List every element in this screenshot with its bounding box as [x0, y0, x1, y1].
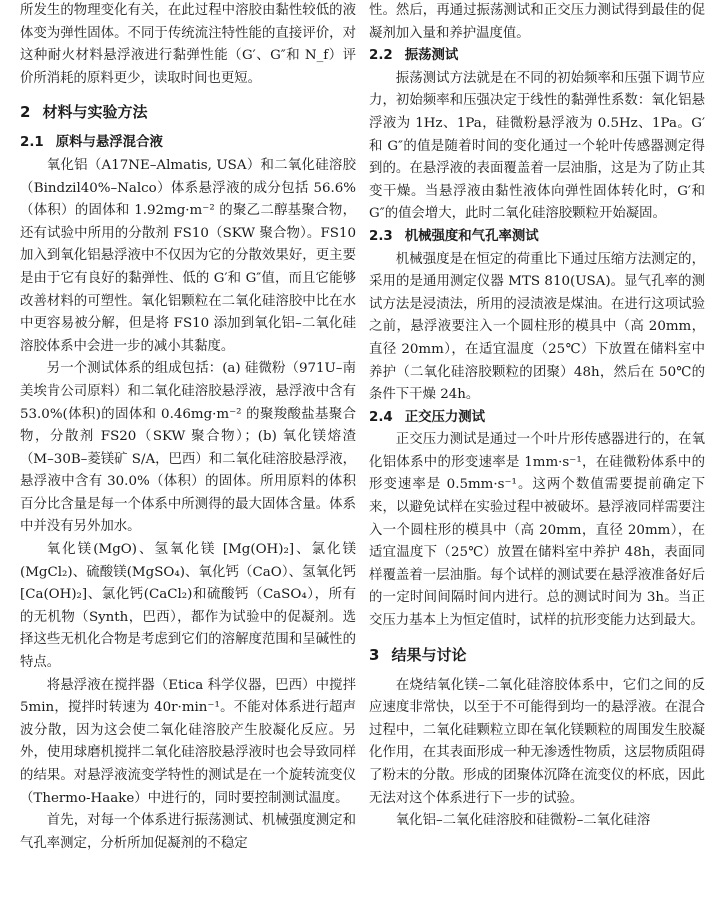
- paragraph-2-1-e: 首先，对每一个体系进行振荡测试、机械强度测定和气孔率测定，分析所加促凝剂的不稳定: [20, 813, 356, 851]
- paragraph-intro-continued: 所发生的物理变化有关，在此过程中溶胶由黏性较低的液体变为弹性固体。不同于传统流注特性能的直接评价，对这种耐火材料悬浮液进行黏弹性能（G′、G″和 N_f）评价所消耗的原料更少，读取时间也更短。: [20, 3, 356, 86]
- subsection-number: 2.3: [369, 228, 393, 244]
- subsection-2-4-heading: [369, 407, 705, 430]
- section-3-heading: [369, 645, 705, 665]
- subsection-2-3-heading: [369, 226, 705, 249]
- subsection-number: 2.4: [369, 409, 393, 425]
- subsection-title: 振荡测试: [404, 48, 459, 64]
- left-column: [20, 0, 356, 855]
- paragraph-2-2: 振荡测试方法就是在不同的初始频率和压强下调节应力，初始频率和压强决定于线性的黏弹性系数：氧化铝悬浮液为 1Hz、1Pa，硅微粉悬浮液为 0.5Hz、1Pa。G′和 G″的值是随着时间的变化通过一个轮叶传感器测定得到的。在悬浮液的表面覆盖着一层油脂，这是为了防止其变干燥。当悬浮液由黏性液体向弹性固体转化时，G′和 G″的值会增大，此时二氧化硅溶胶颗粒开始凝固。: [369, 70, 705, 222]
- paragraph-2-4: 正交压力测试是通过一个叶片形传感器进行的，在氧化铝体系中的形变速率是 1mm·s⁻¹，在硅微粉体系中的形变速率是 0.5mm·s⁻¹。这两个数值需要提前确定下来，以避免试样在实验过程中被破坏。悬浮液同样需要注入一个圆柱形的模具中（高 20mm，直径 20mm），在适宜温度下（25℃）放置在储料室中养护 48h，表面同样覆盖着一层油脂。每个试样的测试要在悬浮液准备好后的一定时间间隔时间内进行。总的测试时间为 3h。当正交压力基本上为恒定值时，试样的抗形变能力达到最大。: [369, 432, 705, 629]
- subsection-title: 正交压力测试: [404, 409, 486, 425]
- paragraph-2-1-c: 氧化镁(MgO)、氢氧化镁 [Mg(OH)₂]、氯化镁(MgCl₂)、硫酸镁(MgSO₄)、氧化钙（CaO）、氢氧化钙[Ca(OH)₂]、氯化钙(CaCl₂)和硫酸钙（CaSO₄），所有的无机物（Synth，巴西），都作为试验中的促凝剂。选择这些无机化合物是考虑到它们的溶解度范围和呈碱性的特点。: [20, 542, 356, 671]
- section-title: 材料与实验方法: [42, 103, 148, 122]
- subsection-title: 原料与悬浮混合液: [55, 135, 163, 151]
- section-title: 结果与讨论: [391, 645, 467, 664]
- paragraph-2-3: 机械强度是在恒定的荷重比下通过压缩方法测定的，采用的是通用测定仪器 MTS 810(USA)。显气孔率的测试方法是浸渍法，所用的浸渍液是煤油。在进行这项试验之前，悬浮液要注入一个圆柱形的模具中（高 20mm，直径 20mm），在适宜温度（25℃）下放置在储料室中养护（二氧化硅溶胶颗粒的团聚）48h，然后在 50℃的条件下干燥 24h。: [369, 251, 705, 403]
- section-2-heading: [20, 102, 356, 122]
- subsection-2-1-heading: [20, 132, 356, 155]
- paragraph-3-a: 在烧结氧化镁–二氧化硅溶胶体系中，它们之间的反应速度非常快，以至于不可能得到均一的悬浮液。在混合过程中，二氧化硅颗粒立即在氧化镁颗粒的周围发生胶凝化作用，在其表面形成一种无渗透性物质，这层物质阻碍了粉末的分散。形成的团聚体沉降在流变仪的杯底，因此无法对这个体系进行下一步的试验。: [369, 677, 705, 806]
- subsection-number: 2.1: [20, 135, 44, 151]
- paragraph-2-1-d: 将悬浮液在搅拌器（Etica 科学仪器，巴西）中搅拌 5min，搅拌时转速为 40r·min⁻¹。不能对体系进行超声波分散，因为这会使二氧化硅溶胶产生胶凝化反应。另外，使用球磨机搅拌二氧化硅溶胶悬浮液时也会导致同样的结果。对悬浮液流变学特性的测试是在一个旋转流变仪（Thermo-Haake）中进行的，同时要控制测试温度。: [20, 677, 356, 806]
- paragraph-2-1-a: 氧化铝（A17NE–Almatis, USA）和二氧化硅溶胶（Bindzil40%–Nalco）体系悬浮液的成分包括 56.6%（体积）的固体和 1.92mg·m⁻² 的聚乙二醇基聚合物，还有试验中所用的分散剂 FS10（SKW 聚合物）。FS10 加入到氧化铝悬浮液中不仅因为它的分散效果好，更主要是由于它有良好的黏弹性、低的 G′和 G″值，而且它能够改善材料的可塑性。氧化铝颗粒在二氧化硅溶胶中比在水中更容易被分解，但是将 FS10 添加到氧化铝–二氧化硅溶胶体系中会进一步的减小其黏度。: [20, 157, 356, 354]
- paragraph-2-1-b: 另一个测试体系的组成包括：(a) 硅微粉（971U–南美埃肯公司原料）和二氧化硅溶胶悬浮液，悬浮液中含有 53.0%(体积)的固体和 0.46mg·m⁻² 的聚羧酸盐基聚合物，分散剂 FS20（SKW 聚合物）；(b) 氧化镁熔渣（M–30B–菱镁矿 S/A，巴西）和二氧化硅溶胶悬浮液，悬浮液中含有 30.0%（体积）的固体。所用原料的体积百分比含量是每一个体系中所测得的最大固体含量。体系中并没有另外加水。: [20, 361, 357, 535]
- paragraph-3-b: 氧化铝–二氧化硅溶胶和硅微粉–二氧化硅溶: [395, 813, 651, 829]
- paragraph-continued: 性。然后，再通过振荡测试和正交压力测试得到最佳的促凝剂加入量和养护温度值。: [369, 3, 705, 41]
- section-number: 2: [20, 103, 31, 122]
- subsection-number: 2.2: [369, 48, 393, 64]
- subsection-2-2-heading: [369, 45, 705, 68]
- section-number: 3: [369, 645, 380, 664]
- right-column: [369, 0, 705, 833]
- subsection-title: 机械强度和气孔率测试: [404, 228, 539, 244]
